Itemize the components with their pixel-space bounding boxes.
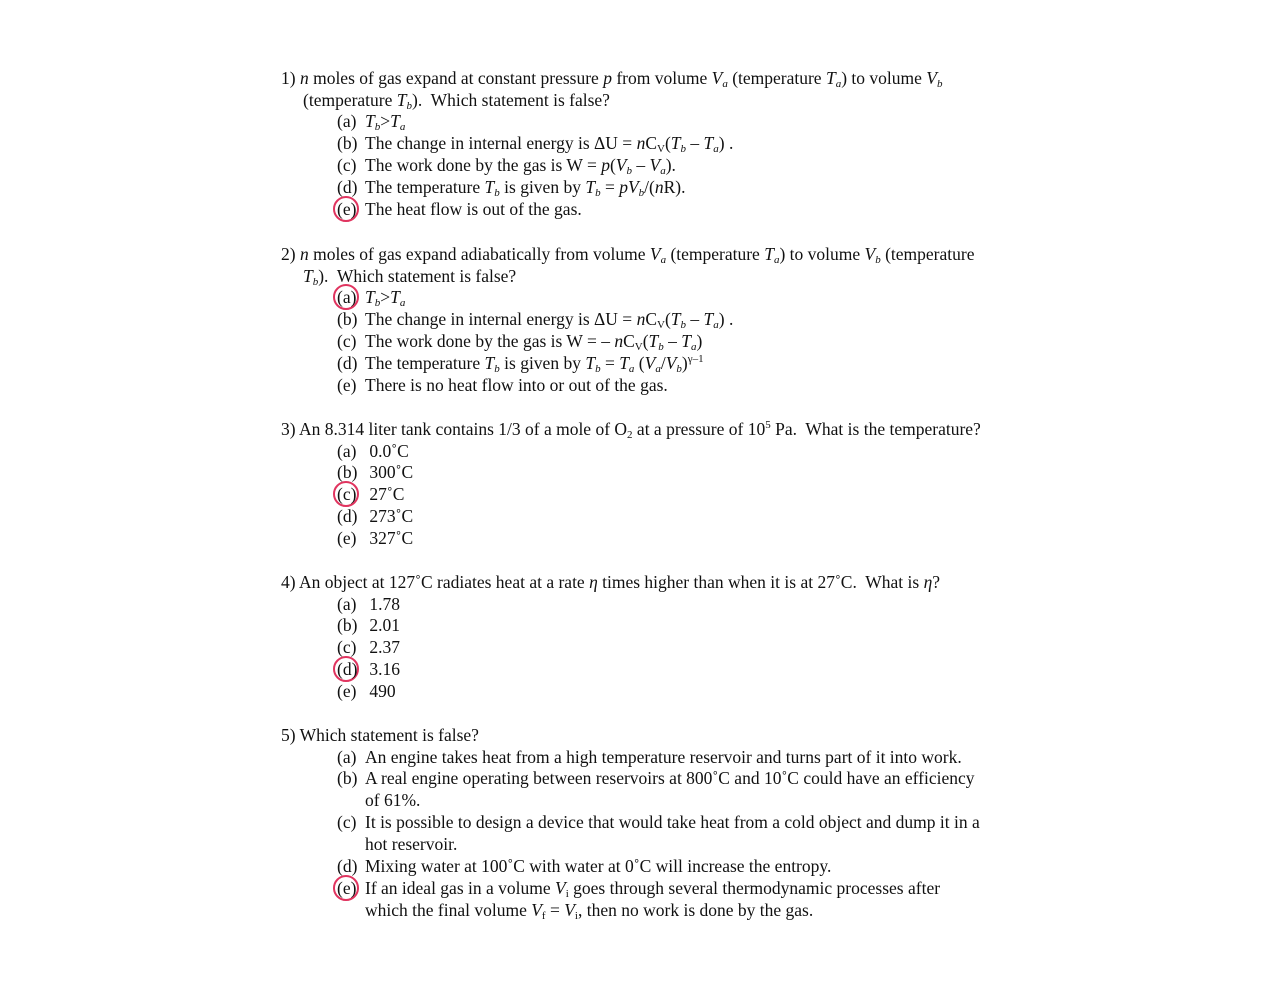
option-value: 2.01 <box>365 615 400 636</box>
q2-option-b[interactable]: (b) The change in internal energy is $\Delta U = nC_V(T_b - T_a)$ . <box>337 308 734 331</box>
q2-option-a[interactable]: (a) $T_b>T_a$ <box>281 287 1041 309</box>
q2-option-d[interactable]: (d) The temperature $T_b$ is given by $T_b = T_a$ $(V_a/V_b)^{\gamma-1}$ <box>337 352 704 375</box>
question-4-stem: 4) An object at 127˚C radiates heat at a rate η times higher than when it is at 27˚C. What is η? <box>281 572 941 592</box>
question-2-stem-cont: $T_b$). Which statement is false? <box>303 265 517 288</box>
q5-option-a[interactable]: (a) An engine takes heat from a high temperature reservoir and turns part of it into work. <box>337 746 962 767</box>
q4-option-a[interactable]: (a) 1.78 <box>337 593 400 614</box>
q3-option-d[interactable]: (d) 273˚C <box>337 506 414 527</box>
question-3-stem: 3) An 8.314 liter tank contains 1/3 of a mole of $O_2$ at a pressure of $10^5$ Pa. What is the temperature? <box>281 419 981 441</box>
q5-option-c[interactable]: (c) It is possible to design a device that would take heat from a cold object and dump it in a hot reservoir. <box>337 812 980 855</box>
question-4 <box>281 572 1041 703</box>
q3-option-e[interactable]: (e) 327˚C <box>337 528 414 549</box>
question-3 <box>281 419 1041 550</box>
q4-option-d[interactable]: (d) 3.16 <box>281 659 1041 681</box>
q1-option-c[interactable]: (c) The work done by the gas is $W = p(V_b - V_a)$. <box>337 154 676 177</box>
option-value: 0.0˚C <box>365 440 409 461</box>
question-1-stem: 1) n moles of gas expand at constant pressure p from volume $V_a$ (temperature $T_a$) to volume $V_b$ <box>281 68 943 90</box>
question-5 <box>281 725 1041 922</box>
q3-option-b[interactable]: (b) 300˚C <box>337 462 414 483</box>
q3-option-a[interactable]: (a) 0.0˚C <box>337 440 409 461</box>
q1-option-b[interactable]: (b) The change in internal energy is $\Delta U = nC_V(T_b - T_a)$ . <box>337 132 734 155</box>
question-5-stem: 5) Which statement is false? <box>281 725 479 745</box>
q1-option-d[interactable]: (d) The temperature $T_b$ is given by $T_b = pV_b/(nR)$. <box>337 176 686 199</box>
option-value: 327˚C <box>365 528 414 549</box>
option-value: 2.37 <box>365 637 400 658</box>
question-2 <box>281 244 1041 397</box>
q2-option-c[interactable]: (c) The work done by the gas is W = – $nC_V(T_b - T_a)$ <box>337 330 703 353</box>
option-value: 27˚C <box>365 484 405 505</box>
question-1-stem-cont: (temperature $T_b$). Which statement is false? <box>303 89 610 112</box>
q3-option-c[interactable]: (c) 27˚C <box>281 484 1041 506</box>
q4-option-c[interactable]: (c) 2.37 <box>337 637 400 658</box>
option-value: 490 <box>365 681 396 702</box>
q2-option-e[interactable]: (e) There is no heat flow into or out of the gas. <box>337 374 668 395</box>
question-2-stem: 2) n moles of gas expand adiabatically from volume $V_a$ (temperature $T_a$) to volume $V_b$ (temperature <box>281 244 975 266</box>
option-value: 273˚C <box>365 506 414 527</box>
option-value: 3.16 <box>365 659 400 680</box>
q1-option-a[interactable]: (a) $T_b>T_a$ <box>337 111 406 133</box>
question-1 <box>281 68 1041 221</box>
option-value: 300˚C <box>365 462 414 483</box>
q5-option-e[interactable]: (e) If an ideal gas in a volume $V_i$ goes through several thermodynamic processes after which the final volume $V_f = V_i$, then no work is done by the gas. <box>281 878 1041 922</box>
q5-option-d[interactable]: (d) Mixing water at 100˚C with water at 0˚C will increase the entropy. <box>337 856 832 877</box>
option-value: 1.78 <box>365 593 400 614</box>
q1-option-e[interactable]: (e) The heat flow is out of the gas. <box>281 199 1041 221</box>
q4-option-e[interactable]: (e) 490 <box>337 681 396 702</box>
q5-option-b[interactable]: (b) A real engine operating between reservoirs at 800˚C and 10˚C could have an efficiency of 61%. <box>337 768 975 811</box>
q4-option-b[interactable]: (b) 2.01 <box>337 615 400 636</box>
